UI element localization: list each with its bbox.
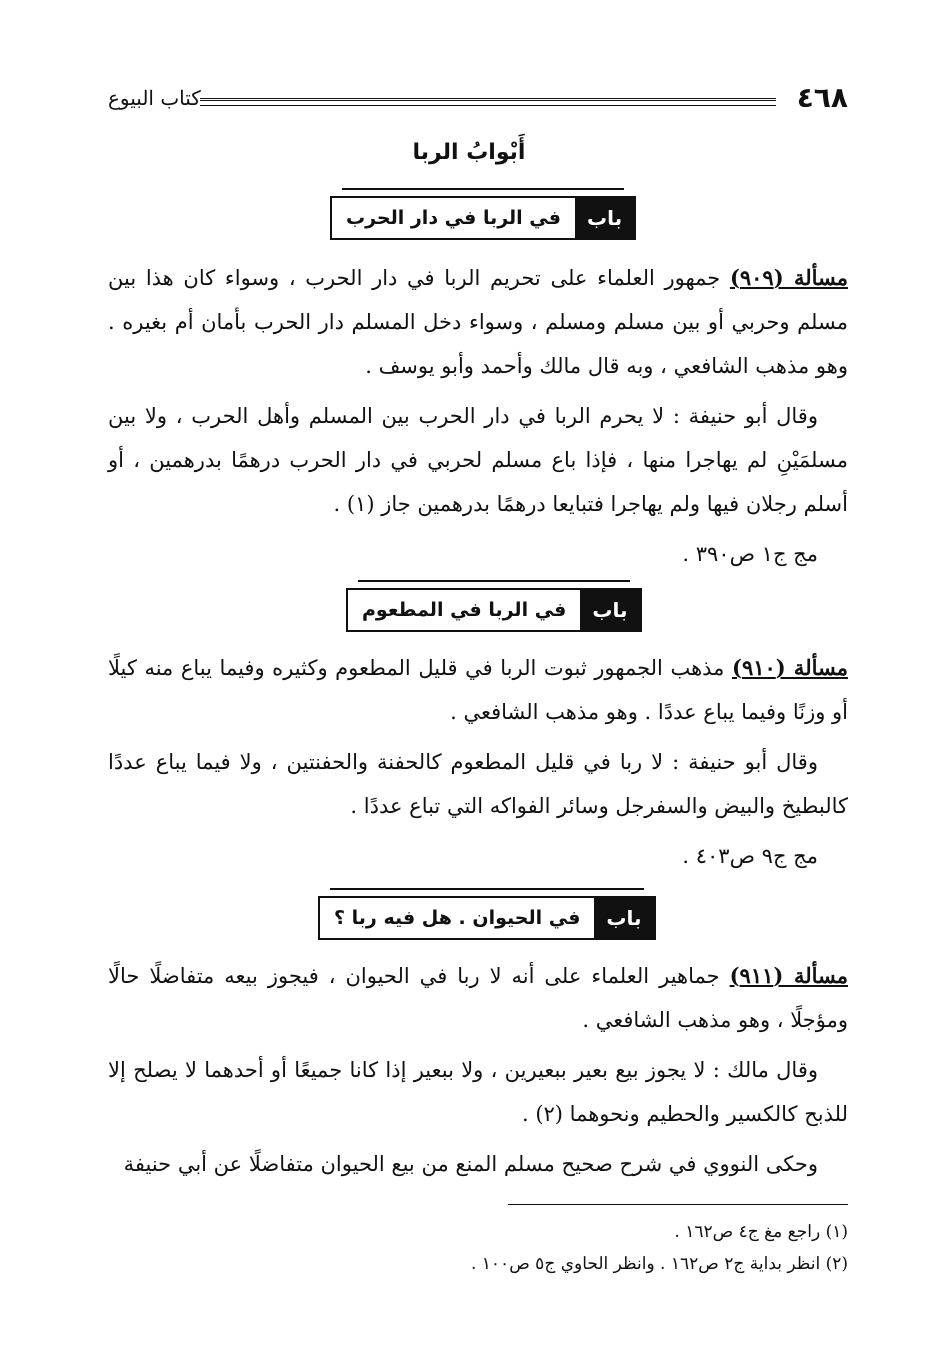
paragraph-text: مذهب الجمهور ثبوت الربا في قليل المطعوم وكثيره وفيما يباع منه كيلًا أو وزنًا وفيما يباع عددًا . وهو مذهب الشافعي . [108,656,848,724]
paragraph-text: وقال مالك : لا يجوز بيع بعير ببعيرين ، ولا ببعير إذا كانا جميعًا أو أحدهما لا يصلح إلا للذبح كالكسير والحطيم ونحوهما (٢) . [108,1058,848,1126]
page-header [108,78,848,118]
running-title: كتاب البيوع [108,86,201,110]
paragraph [108,646,848,734]
bab-heading-2 [346,588,642,632]
paragraph-text: وحكى النووي في شرح صحيح مسلم المنع من بيع الحيوان متفاضلًا عن أبي حنيفة [123,1152,818,1176]
footnote: (٢) انظر بداية ج٢ ص١٦٢ . وانظر الحاوي ج٥ ص١٠٠ . [470,1254,848,1274]
reference: مج ج٩ ص٤٠٣ . [682,844,818,868]
reference: مج ج١ ص٣٩٠ . [682,542,818,566]
bab-heading-3 [318,896,656,940]
masala-label: مسألة (٩١١) [729,963,848,988]
footnote: (١) راجع مغ ج٤ ص١٦٢ . [674,1222,848,1242]
bab-title: في الربا في دار الحرب [346,207,561,229]
section-1-body [108,256,848,576]
paragraph-text: جماهير العلماء على أنه لا ربا في الحيوان ، فيجوز بيعه متفاضلًا حالًا ومؤجلًا ، وهو مذهب الشافعي . [108,964,848,1032]
bab-label: باب [594,898,653,938]
footnote-rule [508,1204,848,1205]
header-rule [200,98,776,106]
chapter-title: أَبْوابُ الربا [412,140,526,165]
bab-title: في الحيوان . هل فيه ربا ؟ [334,907,581,929]
footnotes [108,1216,848,1280]
section-2-body [108,646,848,878]
paragraph-text: جمهور العلماء على تحريم الربا في دار الحرب ، وسواء كان هذا بين مسلم وحربي أو بين مسلم ومسلم ، وسواء دخل المسلم دار الحرب بأمان أم بغيره . وهو مذهب الشافعي ، وبه قال مالك وأحمد وأبو يوسف . [108,266,848,378]
bab-label: باب [580,590,639,630]
page-number: ٤٦٨ [796,81,848,114]
section-3-body [108,954,848,1186]
bab-title: في الربا في المطعوم [362,599,567,621]
bab-label: باب [575,198,634,238]
paragraph-text: وقال أبو حنيفة : لا ربا في قليل المطعوم كالحفنة والحفنتين ، ولا فيما يباع عددًا كالبطيخ والبيض والسفرجل وسائر الفواكه التي تباع عددًا . [108,750,848,818]
masala-label: مسألة (٩١٠) [732,655,848,680]
paragraph [108,256,848,388]
paragraph [108,954,848,1042]
masala-label: مسألة (٩٠٩) [729,265,848,290]
bab-heading-1 [330,196,636,240]
paragraph-text: وقال أبو حنيفة : لا يحرم الربا في دار الحرب بين المسلم وأهل الحرب ، ولا بين مسلمَيْنِ لم يهاجرا منها ، فإذا باع مسلم لحربي في دار الحرب درهمًا بدرهمين ، أو أسلم رجلان فيها ولم يهاجرا فتبايعا درهمًا بدرهمين جاز (١) . [108,404,848,516]
